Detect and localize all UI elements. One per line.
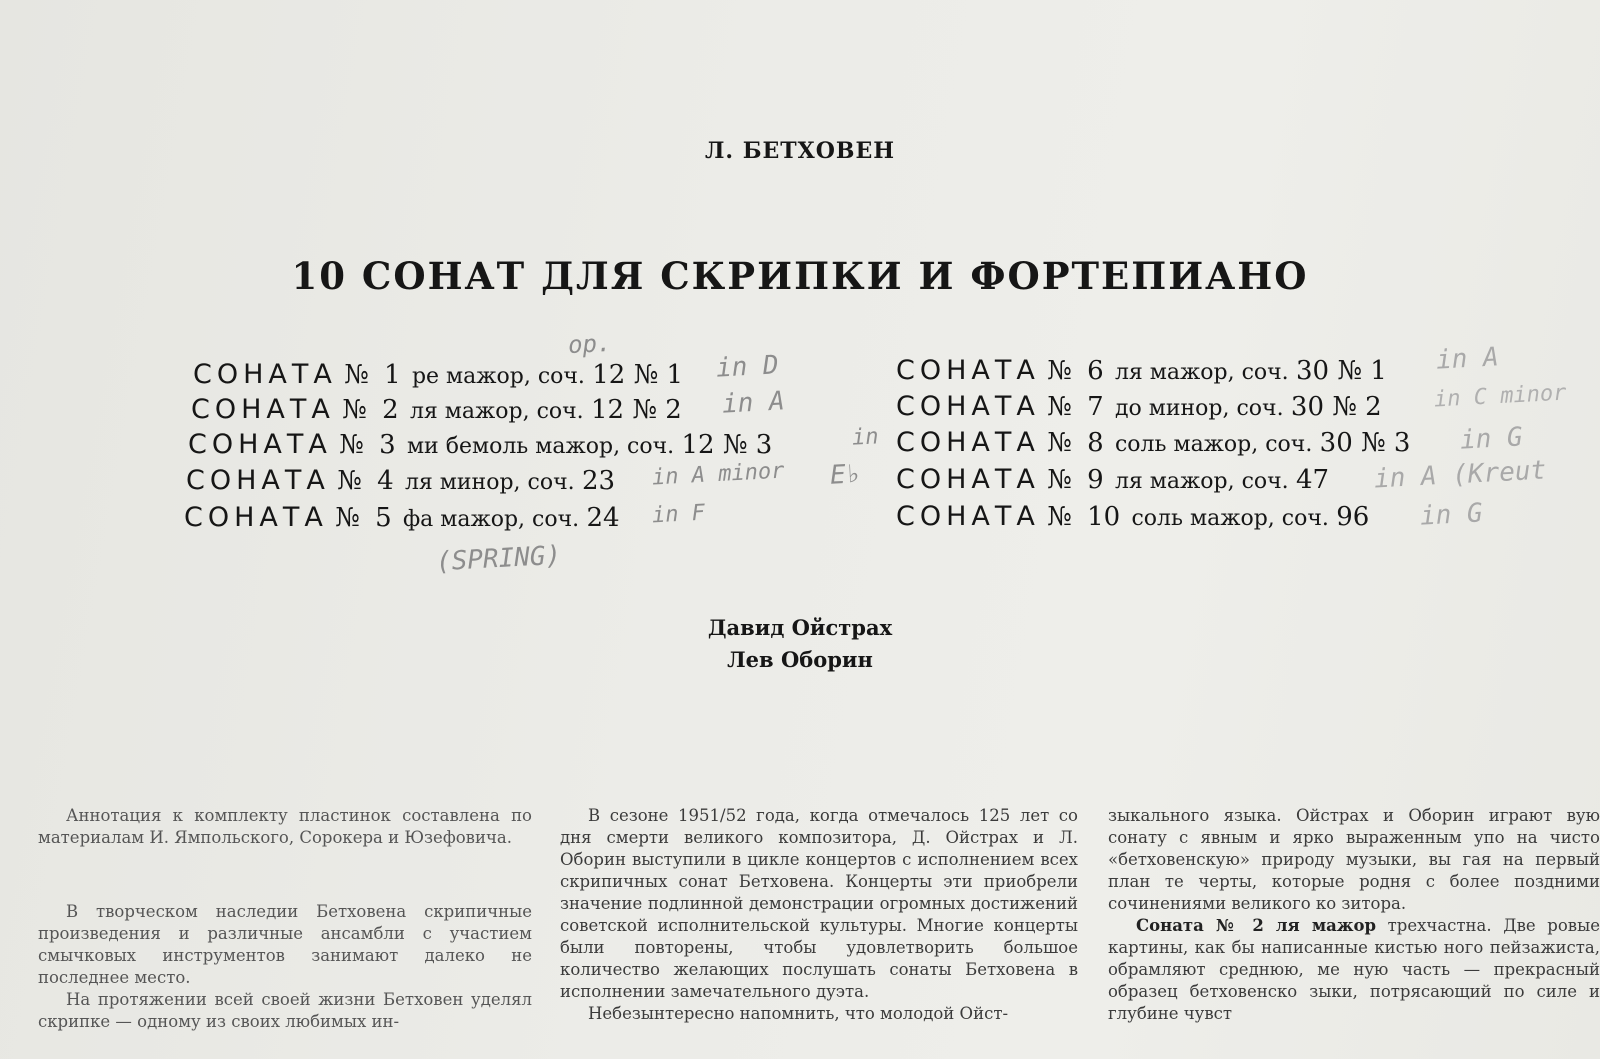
handwritten-note: in D (715, 350, 780, 384)
sonata-opus: 23 (581, 466, 616, 496)
handwritten-note: in A (Kreut (1373, 455, 1547, 495)
annotation-paragraph: На протяжении всей своей жизни Бетховен уделял скрипке — одному из своих любимых ин- (38, 990, 532, 1031)
sonata-number: 10 (1087, 502, 1121, 532)
album-title: 10 СОНАТ ДЛЯ СКРИПКИ И ФОРТЕПИАНО (291, 254, 1309, 298)
handwritten-note: (SPRING) (435, 540, 562, 578)
sonata-word: СОНАТА (184, 502, 328, 533)
sonata-word: СОНАТА (193, 359, 337, 390)
number-sign: № (339, 430, 364, 460)
sonata-heading: Соната № 2 ля мажор (1136, 916, 1377, 935)
handwritten-note: op. (567, 328, 613, 360)
sonata-word: СОНАТА (191, 394, 335, 425)
handwritten-note: in G (1459, 422, 1524, 456)
sonata-list-item (193, 360, 683, 392)
sonata-list-item (191, 395, 682, 427)
sonata-number: 6 (1087, 356, 1104, 386)
sonata-word: СОНАТА (896, 391, 1040, 422)
sonata-list-item (896, 392, 1382, 424)
sonata-key: ля мажор, соч. (1114, 469, 1289, 494)
composer-name: Л. БЕТХОВЕН (704, 138, 896, 164)
sonata-number: 9 (1087, 465, 1104, 495)
sonata-opus: 12 № 1 (592, 360, 683, 390)
sonata-number: 8 (1087, 428, 1104, 458)
annotation-paragraph (1108, 915, 1600, 1025)
number-sign: № (344, 360, 369, 390)
sonata-number: 3 (379, 430, 396, 460)
sonata-key: ми бемоль мажор, соч. (406, 434, 675, 459)
sonata-list-item (896, 502, 1369, 534)
sonata-key: ля мажор, соч. (409, 399, 584, 424)
performer-name: Лев Оборин (727, 647, 873, 672)
handwritten-note: in A (721, 386, 786, 420)
handwritten-note: in F (651, 500, 706, 529)
sonata-opus: 30 № 2 (1290, 392, 1382, 422)
annotation-paragraph: В сезоне 1951/52 года, когда отмечалось 125 лет со дня смерти великого композитора, Д. Ойстрах и Л. Оборин выступили в цикле концертов с исполнением всех скрипичных сонат Бетховена. Концерты эти приобрели значение подлинной демонстрации огромных достижений советской исполнительской культуры. Многие концерты были повторены, чтобы удовлетворить большое количество желающих послушать сонаты Бетховена в исполнении замечательного дуэта. (560, 806, 1078, 1001)
sonata-number: 1 (384, 360, 401, 390)
sonata-list-item (188, 430, 772, 462)
number-sign: № (335, 503, 360, 533)
sonata-opus: 30 № 3 (1319, 428, 1411, 458)
sonata-key: соль мажор, соч. (1114, 432, 1313, 457)
number-sign: № (337, 466, 362, 496)
sonata-number: 4 (377, 466, 394, 496)
handwritten-note: in C minor (1433, 380, 1568, 413)
sonata-list-item (896, 465, 1329, 497)
sonata-list-item (896, 428, 1410, 460)
handwritten-note: in G (1419, 498, 1484, 532)
sonata-key: ля мажор, соч. (1114, 360, 1289, 385)
sonata-key: соль мажор, соч. (1131, 506, 1329, 531)
sonata-list-item (186, 466, 615, 498)
annotation-paragraph: Аннотация к комплекту пластинок составлена по материалам И. Ямпольского, Сорокера и Юзефовича. (38, 806, 532, 847)
sonata-word: СОНАТА (188, 429, 332, 460)
number-sign: № (1047, 465, 1072, 495)
performers (0, 612, 1600, 676)
sonata-key: до минор, соч. (1114, 396, 1284, 421)
sonata-opus: 96 (1336, 502, 1370, 532)
handwritten-note: in A (1435, 342, 1500, 376)
sonata-opus: 24 (586, 503, 620, 533)
sonata-word: СОНАТА (896, 427, 1040, 458)
annotation-column-3 (1108, 805, 1600, 1059)
sonata-word: СОНАТА (896, 464, 1040, 495)
sonata-list-item (184, 503, 620, 535)
annotation-paragraph: В творческом наследии Бетховена скрипичные произведения и различные ансамбли с участием смычковых инструментов занимают далеко не последнее место. (38, 902, 532, 987)
sonata-word: СОНАТА (896, 501, 1040, 532)
sonata-opus: 47 (1295, 465, 1330, 495)
annotation-paragraph: Небезынтересно напомнить, что молодой Ойст- (588, 1004, 1009, 1023)
number-sign: № (1047, 356, 1072, 386)
sonata-number: 2 (382, 395, 399, 425)
sonata-word: СОНАТА (896, 355, 1040, 386)
number-sign: № (342, 395, 367, 425)
handwritten-note: in (851, 424, 880, 451)
number-sign: № (1047, 502, 1072, 532)
sonata-number: 5 (375, 503, 392, 533)
annotation-text: трехчастна. Две ровые картины, как бы написанные кистью ного пейзажиста, обрамляют среднюю, ме ную часть — прекрасный образец бетховенско зыки, потрясающий по силе и глубине чувст (1108, 916, 1600, 1023)
number-sign: № (1047, 392, 1072, 422)
sonata-opus: 12 № 2 (590, 395, 682, 425)
annotation-column-1 (38, 805, 532, 1033)
sonata-list-item (896, 356, 1387, 388)
number-sign: № (1047, 428, 1072, 458)
performer-name: Давид Ойстрах (707, 615, 893, 640)
handwritten-note: in A minor (651, 458, 786, 491)
sonata-key: ре мажор, соч. (411, 364, 585, 389)
annotation-paragraph: зыкального языка. Ойстрах и Оборин играют вую сонату с явным и ярко выраженным упо на чисто «бетховенскую» природу музыки, вы гая на первый план те черты, которые родня с более поздними сочинениями великого ко зитора. (1108, 806, 1600, 913)
sonata-key: ля минор, соч. (404, 470, 575, 495)
sonata-key: фа мажор, соч. (402, 507, 580, 532)
handwritten-note: E♭ (829, 459, 863, 491)
sonata-number: 7 (1087, 392, 1104, 422)
sonata-word: СОНАТА (186, 465, 330, 496)
annotation-column-2 (560, 805, 1078, 1025)
sonata-opus: 12 № 3 (681, 430, 773, 460)
sonata-opus: 30 № 1 (1295, 356, 1387, 386)
